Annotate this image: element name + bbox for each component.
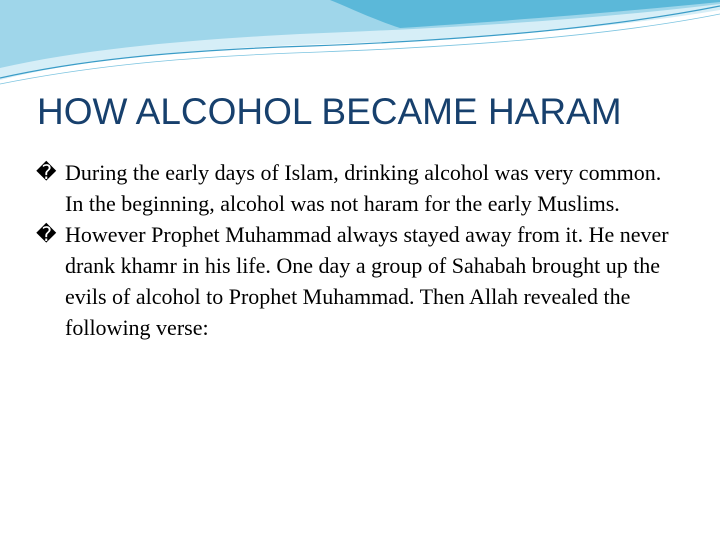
bullet-marker-icon: � [36, 160, 57, 184]
header-wave-decoration [0, 0, 720, 90]
slide-body [36, 157, 676, 343]
bullet-text: However Prophet Muhammad always stayed away from it. He never drank khamr in his life. One day a group of Sahabah brought up the evils of alcohol to Prophet Muhammad. Then Allah revealed the following verse: [65, 222, 669, 340]
bullet-marker-icon: � [36, 222, 57, 246]
bullet-item [36, 157, 676, 219]
bullet-item [36, 219, 676, 343]
bullet-text: During the early days of Islam, drinking alcohol was very common. In the beginning, alcohol was not haram for the early Muslims. [65, 160, 662, 216]
slide-title: HOW ALCOHOL BECAME HARAM [37, 91, 622, 132]
